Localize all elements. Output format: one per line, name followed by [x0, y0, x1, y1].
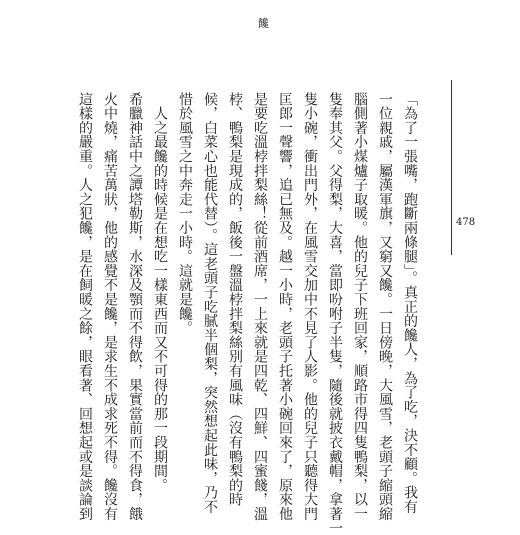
text-column: 匡郎一聲響，追已無及。越一小時，老頭子托著小碗回來了，原來他 [277, 92, 293, 521]
text-column: 希臘神話中之譚塔勒斯，水深及顎而不得飲，果實當前而不得食，餓 [127, 92, 143, 521]
text-column: 腦側著小煤爐子取暖。他的兒子下班回家，順路市得四隻鴨梨，以一 [352, 92, 368, 521]
text-column: 隻奉其父。父得梨，大喜，當即吩咐子半隻，隨後就披衣戴帽，拿著一 [327, 92, 343, 535]
text-column: 惜於風雪之中奔走一小時。這就是饞。 [177, 92, 193, 336]
text-column: 一位親戚，屬漢軍旗，又窮又饞。一日傍晚，大風雪，老頭子縮頭縮 [377, 92, 393, 521]
text-column: 桲、鴨梨是現成的，飯後一盤溫桲拌梨絲別有風味（沒有鴨梨的時 [227, 92, 243, 507]
margin-rule [451, 80, 452, 255]
text-column: 這樣的嚴重。人之犯饞，是在飼暖之餘，眼看著、回想起或是談論到 [77, 92, 93, 521]
text-column: 隻小碗，衝出門外，在風雪交加中不見了人影。他的兒子只聽得大門 [302, 92, 318, 521]
page-title: 饞 [258, 17, 269, 30]
text-column: 是要吃溫桲拌梨絲！從前酒席，一上來就是四乾、四鮮、四蜜餞，溫 [252, 92, 268, 521]
text-column: 「為了一張嘴，跑斷兩條腿」。真正的饞人，為了吃，決不顧。我有 [402, 92, 418, 514]
text-column: 候，白菜心也能代替）。這老頭子吃膩半個梨，突然想起此味，乃不 [202, 92, 218, 514]
body-text [77, 92, 422, 535]
text-column: 火中燒，痛苦萬狀，他的感覺不是饞，是求生不成求死不得。饞沒有 [102, 92, 118, 521]
text-column: 人之最饞的時候是在想吃一樣東西而又不可得的那一段期間。 [152, 92, 168, 493]
page-number: 478 [456, 217, 476, 228]
